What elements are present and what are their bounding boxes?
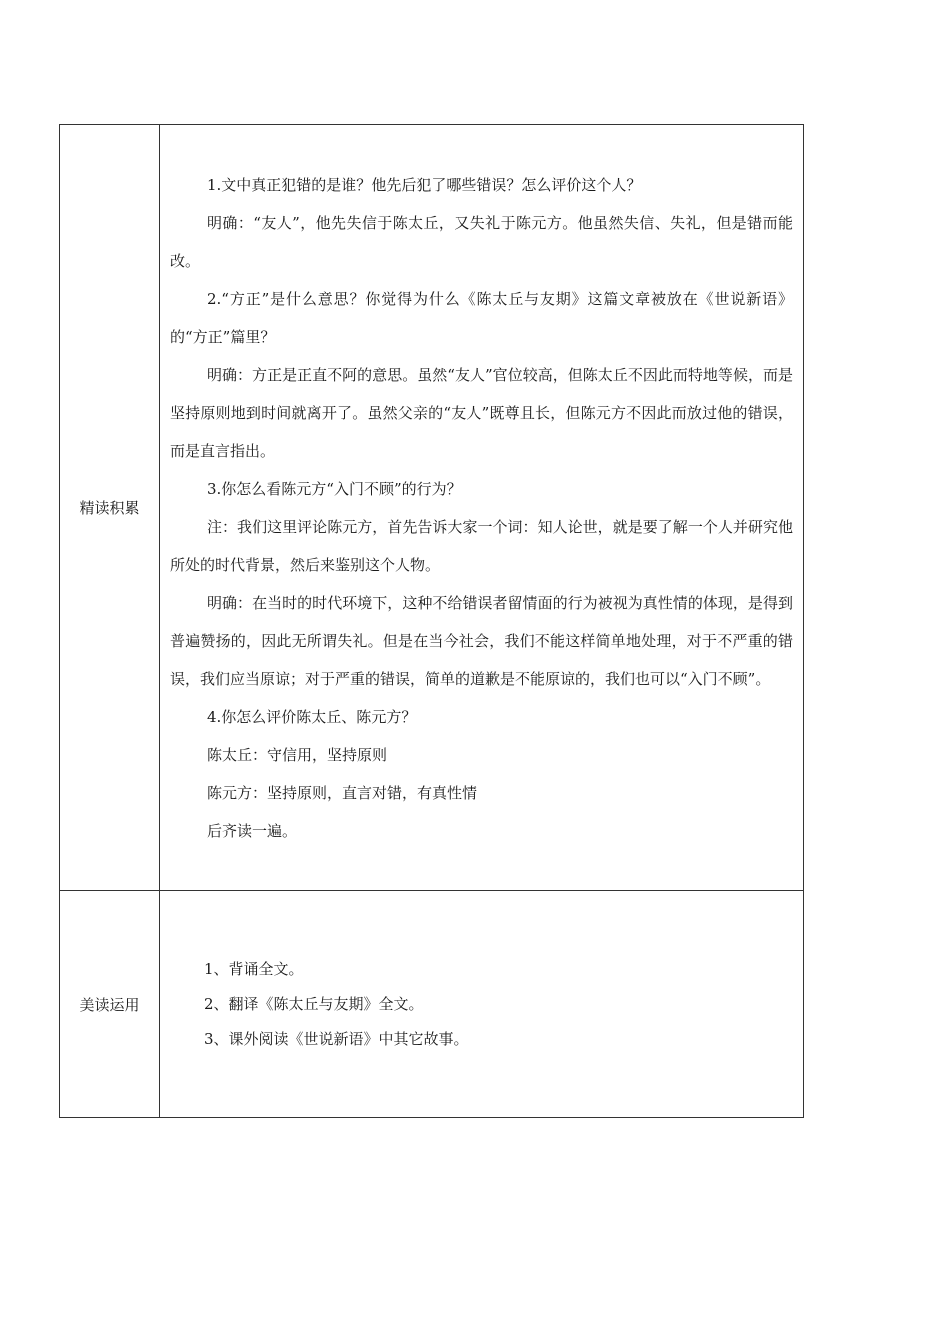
row-content-cell bbox=[160, 125, 804, 891]
question-3: 3.你怎么看陈元方“入门不顾”的行为？ bbox=[207, 479, 462, 498]
table-row-intensive-reading bbox=[60, 125, 804, 891]
row-label: 美读运用 bbox=[79, 995, 140, 1014]
note-3: 注：我们这里评论陈元方，首先告诉大家一个词：知人论世，就是要了解一个人并研究他所处的时代背景，然后来鉴别这个人物。 bbox=[170, 517, 793, 574]
list-item: 2、翻译《陈太丘与友期》全文。 bbox=[204, 994, 424, 1013]
row-content-cell bbox=[160, 891, 804, 1118]
answer-4-chen-taiqiu: 陈太丘：守信用，坚持原则 bbox=[207, 745, 388, 764]
reading-content bbox=[160, 166, 803, 850]
list-item: 1、背诵全文。 bbox=[204, 959, 304, 978]
row-label-cell bbox=[60, 125, 160, 891]
answer-3: 明确：在当时的时代环境下，这种不给错误者留情面的行为被视为真性情的体现，是得到普遍赞扬的，因此无所谓失礼。但是在当今社会，我们不能这样简单地处理，对于不严重的错误，我们应当原谅；对于严重的错误，简单的道歉是不能原谅的，我们也可以“入门不顾”。 bbox=[170, 593, 793, 688]
answer-2: 明确：方正是正直不阿的意思。虽然“友人”官位较高，但陈太丘不因此而特地等候，而是坚持原则地到时间就离开了。虽然父亲的“友人”既尊且长，但陈元方不因此而放过他的错误，而是直言指出。 bbox=[170, 365, 793, 460]
answer-1: 明确：“友人”，他先失信于陈太丘，又失礼于陈元方。他虽然失信、失礼，但是错而能改。 bbox=[170, 213, 793, 270]
question-1: 1.文中真正犯错的是谁？他先后犯了哪些错误？怎么评价这个人？ bbox=[207, 175, 642, 194]
question-4: 4.你怎么评价陈太丘、陈元方？ bbox=[207, 707, 417, 726]
lesson-table bbox=[59, 124, 804, 1118]
task-list bbox=[160, 952, 803, 1057]
answer-4-chen-yuanfang: 陈元方：坚持原则，直言对错，有真性情 bbox=[207, 783, 478, 802]
row-label-cell bbox=[60, 891, 160, 1118]
closing-instruction: 后齐读一遍。 bbox=[207, 821, 298, 840]
table-row-recitation bbox=[60, 891, 804, 1118]
list-item: 3、课外阅读《世说新语》中其它故事。 bbox=[204, 1029, 469, 1048]
row-label: 精读积累 bbox=[79, 499, 140, 517]
question-2: 2.“方正”是什么意思？你觉得为什么《陈太丘与友期》这篇文章被放在《世说新语》的“方正”篇里？ bbox=[170, 289, 793, 346]
